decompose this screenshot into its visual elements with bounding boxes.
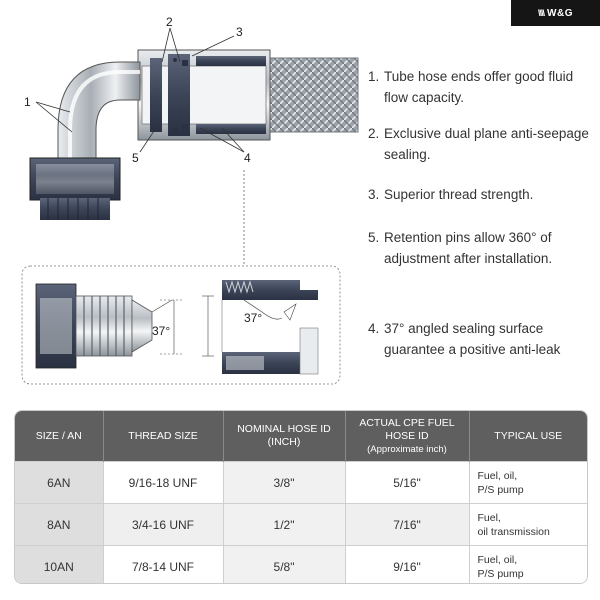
cell-use: Fuel, oil, P/S pump: [469, 546, 587, 585]
feature-number: 4.: [368, 321, 380, 336]
feature-number: 5.: [368, 230, 380, 245]
spec-table: [14, 410, 588, 584]
table-row: [15, 504, 587, 546]
callout-4: 4: [244, 151, 251, 165]
feature-number: 2.: [368, 126, 380, 141]
cell-use: Fuel, oil transmission: [469, 504, 587, 546]
cell-size: 10AN: [15, 546, 103, 585]
cell-thread: 7/8-14 UNF: [103, 546, 223, 585]
male-fitting-detail: [36, 284, 182, 368]
brand-mark-icon: \\\\: [538, 8, 545, 18]
header-size: SIZE / AN: [15, 411, 103, 462]
table-row: [15, 462, 587, 504]
callout-2: 2: [166, 15, 173, 29]
feature-text: Retention pins allow 360° of adjustment after installation.: [384, 230, 553, 266]
callout-1: 1: [24, 95, 31, 109]
cell-actual: 9/16": [345, 546, 469, 585]
table-header-row: [15, 411, 587, 462]
feature-text: Superior thread strength.: [384, 187, 534, 202]
feature-number: 3.: [368, 187, 380, 202]
cell-size: 8AN: [15, 504, 103, 546]
header-actual: ACTUAL CPE FUEL HOSE ID (Approximate inch): [345, 411, 469, 462]
cell-thread: 9/16-18 UNF: [103, 462, 223, 504]
cell-nominal: 3/8": [223, 462, 345, 504]
cell-nominal: 1/2": [223, 504, 345, 546]
braided-hose: [268, 58, 358, 132]
header-nominal: NOMINAL HOSE ID (INCH): [223, 411, 345, 462]
angle-label-right: 37°: [244, 311, 263, 325]
header-use: TYPICAL USE: [469, 411, 587, 462]
feature-text: Exclusive dual plane anti-seepage sealing.: [384, 126, 589, 162]
cell-nominal: 5/8": [223, 546, 345, 585]
feature-text: 37° angled sealing surface guarantee a positive anti-leak: [384, 321, 561, 357]
brand-name: W&G: [547, 7, 573, 19]
cell-actual: 7/16": [345, 504, 469, 546]
cell-actual: 5/16": [345, 462, 469, 504]
callout-3: 3: [236, 25, 243, 39]
angle-label-left: 37°: [152, 324, 171, 338]
callout-5: 5: [132, 151, 139, 165]
cell-size: 6AN: [15, 462, 103, 504]
feature-text: Tube hose ends offer good fluid flow capacity.: [384, 69, 574, 105]
table-row: [15, 546, 587, 585]
header-thread: THREAD SIZE: [103, 411, 223, 462]
feature-number: 1.: [368, 69, 380, 84]
female-fitting-detail: [202, 280, 318, 374]
cell-use: Fuel, oil, P/S pump: [469, 462, 587, 504]
cell-thread: 3/4-16 UNF: [103, 504, 223, 546]
